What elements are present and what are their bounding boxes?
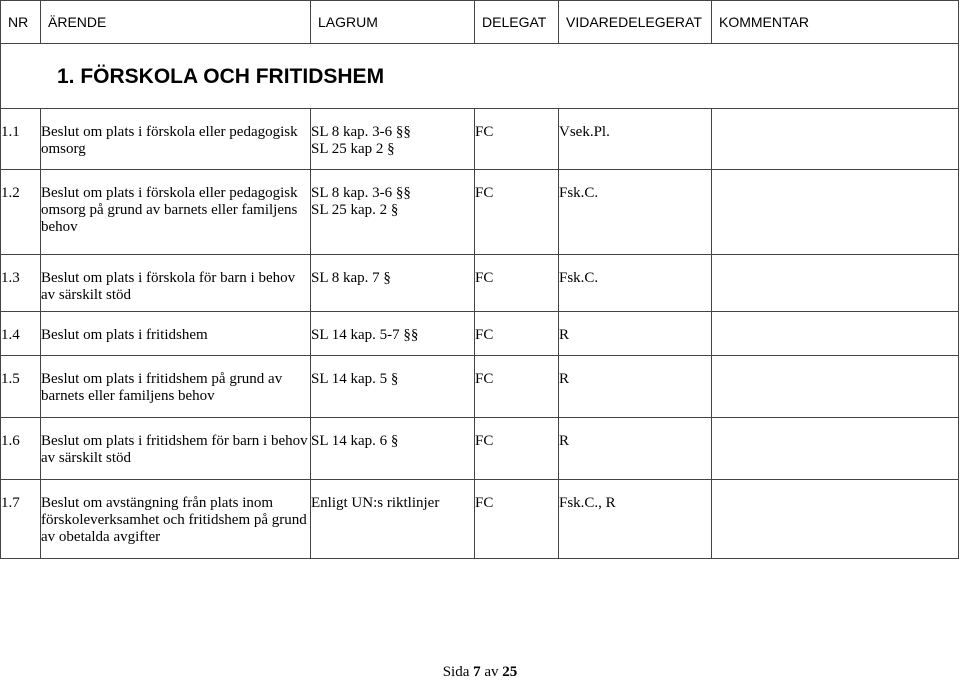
cell-nr: 1.4 — [1, 312, 41, 356]
cell-vidaredelegerat: R — [559, 356, 712, 418]
footer-of: av — [484, 664, 499, 680]
footer-page: 7 — [473, 664, 481, 680]
cell-delegat: FC — [475, 255, 559, 312]
cell-nr: 1.5 — [1, 356, 41, 418]
section-title: 1. FÖRSKOLA OCH FRITIDSHEM — [1, 44, 959, 109]
cell-lagrum: SL 14 kap. 5 § — [311, 356, 475, 418]
cell-arende: Beslut om plats i förskola för barn i behov av särskilt stöd — [41, 255, 311, 312]
section-row — [1, 44, 959, 109]
cell-vidaredelegerat: Fsk.C. — [559, 255, 712, 312]
cell-lagrum: SL 14 kap. 5-7 §§ — [311, 312, 475, 356]
cell-delegat: FC — [475, 480, 559, 559]
cell-nr: 1.3 — [1, 255, 41, 312]
cell-kommentar — [712, 170, 959, 255]
cell-lagrum: SL 14 kap. 6 § — [311, 418, 475, 480]
header-vidaredelegerat: VIDAREDELEGERAT — [559, 1, 712, 44]
cell-kommentar — [712, 312, 959, 356]
header-row — [1, 1, 959, 44]
cell-delegat: FC — [475, 170, 559, 255]
cell-vidaredelegerat: R — [559, 312, 712, 356]
cell-nr: 1.2 — [1, 170, 41, 255]
cell-vidaredelegerat: Vsek.Pl. — [559, 109, 712, 170]
table-row — [1, 170, 959, 255]
cell-kommentar — [712, 418, 959, 480]
cell-arende: Beslut om plats i förskola eller pedagogisk omsorg på grund av barnets eller familjens behov — [41, 170, 311, 255]
table-row — [1, 312, 959, 356]
table-row — [1, 109, 959, 170]
table-row — [1, 480, 959, 559]
cell-kommentar — [712, 255, 959, 312]
cell-lagrum: SL 8 kap. 3-6 §§ SL 25 kap. 2 § — [311, 170, 475, 255]
cell-nr: 1.1 — [1, 109, 41, 170]
header-arende: ÄRENDE — [41, 1, 311, 44]
header-lagrum: LAGRUM — [311, 1, 475, 44]
cell-arende: Beslut om plats i fritidshem på grund av barnets eller familjens behov — [41, 356, 311, 418]
cell-nr: 1.6 — [1, 418, 41, 480]
cell-vidaredelegerat: R — [559, 418, 712, 480]
cell-kommentar — [712, 480, 959, 559]
cell-arende: Beslut om plats i fritidshem för barn i behov av särskilt stöd — [41, 418, 311, 480]
cell-kommentar — [712, 356, 959, 418]
table-row — [1, 356, 959, 418]
table-row — [1, 418, 959, 480]
cell-arende: Beslut om plats i förskola eller pedagogisk omsorg — [41, 109, 311, 170]
cell-arende: Beslut om avstängning från plats inom förskoleverksamhet och fritidshem på grund av obetalda avgifter — [41, 480, 311, 559]
cell-lagrum: SL 8 kap. 3-6 §§ SL 25 kap 2 § — [311, 109, 475, 170]
header-nr: NR — [1, 1, 41, 44]
footer-total: 25 — [502, 664, 518, 680]
cell-nr: 1.7 — [1, 480, 41, 559]
cell-delegat: FC — [475, 418, 559, 480]
cell-delegat: FC — [475, 312, 559, 356]
page-footer — [0, 664, 960, 681]
footer-prefix: Sida — [442, 664, 470, 680]
header-kommentar: KOMMENTAR — [712, 1, 959, 44]
table-row — [1, 255, 959, 312]
cell-delegat: FC — [475, 356, 559, 418]
cell-lagrum: Enligt UN:s riktlinjer — [311, 480, 475, 559]
cell-kommentar — [712, 109, 959, 170]
cell-arende: Beslut om plats i fritidshem — [41, 312, 311, 356]
cell-vidaredelegerat: Fsk.C. — [559, 170, 712, 255]
cell-vidaredelegerat: Fsk.C., R — [559, 480, 712, 559]
cell-delegat: FC — [475, 109, 559, 170]
header-delegat: DELEGAT — [475, 1, 559, 44]
cell-lagrum: SL 8 kap. 7 § — [311, 255, 475, 312]
